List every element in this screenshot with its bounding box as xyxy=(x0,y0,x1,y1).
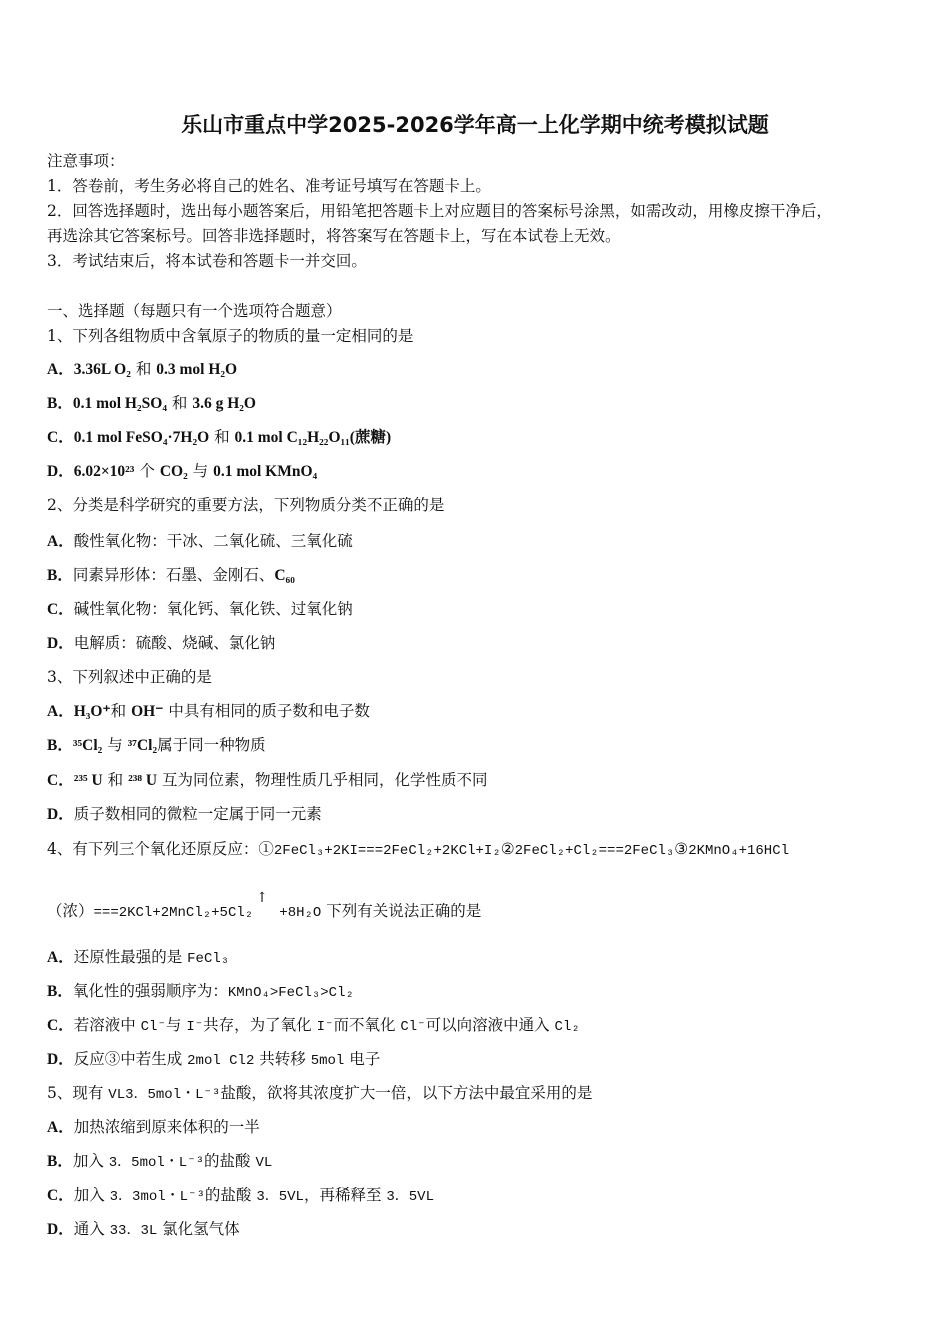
option-label: C． xyxy=(47,1187,74,1204)
question-1-stem: 1、下列各组物质中含氧原子的物质的量一定相同的是 xyxy=(47,327,414,345)
formula: I⁻ xyxy=(186,1019,204,1035)
option-text: 和 xyxy=(102,771,129,789)
question-2-option-d xyxy=(47,633,275,654)
formula: ³⁵Cl₂ xyxy=(72,737,103,754)
option-text: 氯化氢气体 xyxy=(157,1220,240,1238)
reaction-equation: 2KMnO₄+16HCl xyxy=(688,843,790,859)
formula: OH⁻ xyxy=(131,703,164,720)
question-2-option-b xyxy=(47,565,295,586)
option-text: 与 xyxy=(165,1016,187,1034)
question-2-option-a xyxy=(47,531,353,552)
option-label: D． xyxy=(47,1051,74,1068)
question-2-option-c xyxy=(47,599,353,620)
notice-item-2: 2．回答选择题时，选出每小题答案后，用铅笔把答题卡上对应题目的答案标号涂黑，如需改动，用橡皮擦干净后， xyxy=(47,202,832,220)
question-5-option-c xyxy=(47,1185,434,1207)
formula: 2mol Cl2 xyxy=(187,1053,255,1069)
question-5-option-b xyxy=(47,1151,272,1173)
option-text: 中具有相同的质子数和电子数 xyxy=(163,702,370,720)
option-text: 电解质：硫酸、烧碱、氯化钠 xyxy=(73,634,276,652)
option-text: 与 xyxy=(102,736,128,754)
question-1-option-c xyxy=(47,427,391,448)
formula: 5mol xyxy=(310,1053,345,1069)
formula: 3.36L O₂ xyxy=(73,361,131,378)
formula: 3．5mol・L⁻³ xyxy=(108,1155,205,1171)
option-label: C． xyxy=(47,772,74,789)
section-heading: 一、选择题（每题只有一个选项符合题意） xyxy=(47,302,342,320)
notice-item-3: 3．考试结束后，将本试卷和答题卡一并交回。 xyxy=(47,252,367,270)
circled-number: ① xyxy=(258,840,274,858)
formula: VL3．5mol・L⁻³ xyxy=(108,1087,221,1103)
formula: CO₂ xyxy=(159,463,188,480)
question-5-option-a xyxy=(47,1117,260,1138)
option-label: A． xyxy=(47,949,74,966)
option-text: 和 xyxy=(130,360,157,378)
option-label: A． xyxy=(47,703,74,720)
formula: 3．5VL xyxy=(256,1189,304,1205)
formula: C₆₀ xyxy=(274,567,295,584)
question-4-stem xyxy=(47,839,789,861)
option-label: A． xyxy=(47,1119,74,1136)
question-4-stem-continued xyxy=(47,890,482,923)
option-label: B． xyxy=(47,1153,73,1170)
option-text: 和 xyxy=(209,428,235,446)
option-text: 共转移 xyxy=(254,1050,311,1068)
formula: 0.1 mol FeSO₄·7H₂O xyxy=(73,429,210,446)
question-2-stem: 2、分类是科学研究的重要方法，下列物质分类不正确的是 xyxy=(47,496,445,514)
option-text: 互为同位素，物理性质几乎相同，化学性质不同 xyxy=(157,771,488,789)
option-label: A． xyxy=(47,533,74,550)
formula: 3.6 g H₂O xyxy=(192,395,256,412)
formula: 0.1 mol KMnO₄ xyxy=(213,463,318,480)
stem-text: 盐酸，欲将其浓度扩大一倍，以下方法中最宜采用的是 xyxy=(220,1084,593,1102)
reaction-equation: 2FeCl₃+2KI===2FeCl₂+2KCl+I₂ xyxy=(273,843,501,859)
option-label: D． xyxy=(47,635,74,652)
option-text: 碱性氧化物：氧化钙、氧化铁、过氧化钠 xyxy=(73,600,353,618)
stem-text: 5、现有 xyxy=(47,1084,109,1102)
option-label: C． xyxy=(47,601,74,618)
question-3-option-b xyxy=(47,735,266,756)
question-5-stem xyxy=(47,1083,592,1105)
option-text: 的盐酸 xyxy=(204,1186,257,1204)
formula: KMnO₄>FeCl₃>Cl₂ xyxy=(227,985,354,1001)
stem-text: 4、有下列三个氧化还原反应： xyxy=(47,840,259,858)
notice-item-2-continued: 再选涂其它答案标号。回答非选择题时，将答案写在答题卡上，写在本试卷上无效。 xyxy=(47,227,621,245)
option-label: B． xyxy=(47,567,73,584)
stem-text: （浓） xyxy=(47,902,94,920)
option-label: D． xyxy=(47,1221,74,1238)
option-label: B． xyxy=(47,395,73,412)
formula: ³⁷Cl₂ xyxy=(127,737,158,754)
question-3-option-d xyxy=(47,804,322,825)
formula: 6.02×10²³ xyxy=(73,463,135,480)
formula: ²³⁸ U xyxy=(128,772,158,789)
question-5-option-d xyxy=(47,1219,240,1241)
question-3-option-c xyxy=(47,770,488,791)
option-text: 加热浓缩到原来体积的一半 xyxy=(73,1118,260,1136)
notice-heading: 注意事项： xyxy=(47,152,125,170)
formula: 0.1 mol H₂SO₄ xyxy=(72,395,167,412)
formula: Cl⁻ xyxy=(400,1019,426,1035)
formula: ²³⁵ U xyxy=(73,772,103,789)
option-text: 的盐酸 xyxy=(204,1152,256,1170)
formula: VL xyxy=(255,1155,273,1171)
question-3-option-a xyxy=(47,701,370,722)
option-text: 还原性最强的是 xyxy=(73,948,188,966)
option-text: 氧化性的强弱顺序为： xyxy=(72,982,228,1000)
option-label: D． xyxy=(47,463,74,480)
option-label: B． xyxy=(47,983,73,1000)
option-label: C． xyxy=(47,429,74,446)
notice-item-1: 1．答卷前，考生务必将自己的姓名、准考证号填写在答题卡上。 xyxy=(47,177,491,195)
stem-text: 下列有关说法正确的是 xyxy=(321,902,482,920)
reaction-equation: ===2KCl+2MnCl₂+5Cl₂ xyxy=(93,905,254,921)
option-text: 通入 xyxy=(73,1220,110,1238)
option-text: 个 xyxy=(134,462,160,480)
question-4-option-b xyxy=(47,981,354,1003)
option-text: 而不氧化 xyxy=(333,1016,401,1034)
formula: 0.3 mol H₂O xyxy=(156,361,238,378)
option-text: 加入 xyxy=(72,1152,109,1170)
option-text: 属于同一种物质 xyxy=(157,736,266,754)
circled-number: ② xyxy=(500,840,515,858)
formula: 3．3mol・L⁻³ xyxy=(109,1189,205,1205)
formula: Cl₂ xyxy=(554,1019,580,1035)
option-text: 共存，为了氧化 xyxy=(203,1016,317,1034)
option-label: B． xyxy=(47,737,73,754)
formula: Cl⁻ xyxy=(140,1019,166,1035)
option-text: 和 xyxy=(110,702,132,720)
option-text: 可以向溶液中通入 xyxy=(425,1016,555,1034)
option-text: 与 xyxy=(187,462,214,480)
option-text: 反应③中若生成 xyxy=(73,1050,188,1068)
option-label: D． xyxy=(47,806,74,823)
option-text: ，再稀释至 xyxy=(303,1186,387,1204)
option-text: 加入 xyxy=(73,1186,110,1204)
reaction-equation: 2FeCl₂+Cl₂===2FeCl₃ xyxy=(514,843,675,859)
question-4-option-a xyxy=(47,947,229,969)
page-title: 乐山市重点中学2025-2026学年高一上化学期中统考模拟试题 xyxy=(181,113,769,137)
question-1-option-a xyxy=(47,359,237,380)
option-text: 同素异形体：石墨、金刚石、 xyxy=(72,566,275,584)
question-4-option-d xyxy=(47,1049,380,1071)
question-4-option-c xyxy=(47,1015,580,1037)
question-1-option-d xyxy=(47,461,317,482)
reaction-equation: +8H₂O xyxy=(270,905,322,921)
option-text: 电子 xyxy=(344,1050,381,1068)
formula: FeCl₃ xyxy=(187,951,230,967)
formula: 33．3L xyxy=(109,1223,158,1239)
formula: 0.1 mol C₁₂H₂₂O₁₁(蔗糖) xyxy=(234,429,392,446)
option-label: A． xyxy=(47,361,74,378)
option-text: 质子数相同的微粒一定属于同一元素 xyxy=(73,805,322,823)
formula: I⁻ xyxy=(316,1019,334,1035)
option-text: 酸性氧化物：干冰、二氧化硫、三氧化硫 xyxy=(73,532,353,550)
formula: 3．5VL xyxy=(386,1189,434,1205)
question-1-option-b xyxy=(47,393,256,414)
circled-number: ③ xyxy=(674,840,689,858)
option-text: 和 xyxy=(166,394,193,412)
gas-arrow-icon: ↑ xyxy=(256,890,268,906)
question-3-stem: 3、下列叙述中正确的是 xyxy=(47,668,212,686)
option-text: 若溶液中 xyxy=(73,1016,141,1034)
option-label: C． xyxy=(47,1017,74,1034)
formula: H₃O⁺ xyxy=(73,703,111,720)
